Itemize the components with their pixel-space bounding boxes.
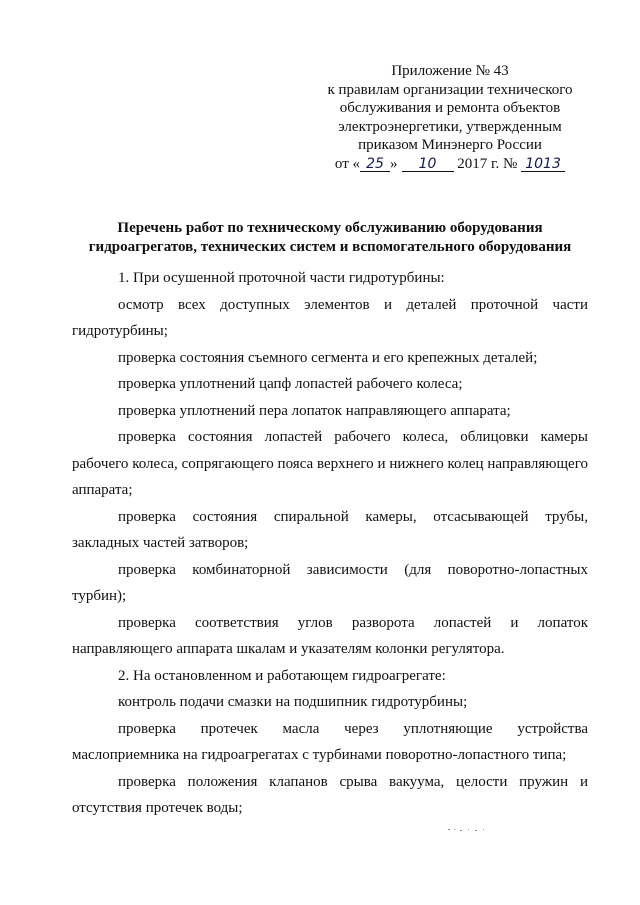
list-item: проверка уплотнений пера лопаток направляющего аппарата; — [118, 402, 511, 419]
list-item: проверка состояния лопастей рабочего колеса, облицовки камеры рабочего колеса, сопрягающего пояса верхнего и нижнего колец направляющего аппарата; — [72, 429, 588, 498]
order-date-line — [300, 155, 600, 174]
list-item: проверка уплотнений цапф лопастей рабочего колеса; — [118, 376, 463, 392]
document-body — [72, 265, 588, 822]
document-title — [70, 219, 590, 257]
list-item: контроль подачи смазки на подшипник гидротурбины; — [118, 694, 468, 710]
header-line-2: к правилам организации технического — [327, 81, 573, 98]
section-heading-2: 2. На остановленном и работающем гидроагрегате: — [118, 667, 446, 684]
list-item: осмотр всех доступных элементов и деталей проточной части гидротурбины; — [72, 296, 588, 339]
handwritten-month: 10 — [402, 157, 454, 172]
list-item: проверка положения клапанов срыва вакуума, целости пружин и отсутствия протечек воды; — [72, 773, 588, 816]
list-item: проверка соответствия углов разворота лопастей и лопаток направляющего аппарата шкалам и указателям колонки регулятора. — [72, 614, 588, 657]
appendix-header — [300, 62, 600, 173]
handwritten-day: 25 — [360, 157, 390, 172]
handwritten-order-number: 1013 — [521, 157, 565, 172]
date-prefix: от « — [334, 155, 361, 172]
header-line-5: приказом Минэнерго России — [358, 137, 542, 153]
title-line-1: Перечень работ по техническому обслуживанию оборудования — [117, 220, 543, 236]
header-line-4: электроэнергетики, утвержденным — [338, 118, 562, 135]
list-item: проверка состояния съемного сегмента и его крепежных деталей; — [118, 349, 538, 366]
title-line-2: гидроагрегатов, технических систем и вспомогательного оборудования — [88, 239, 572, 255]
date-separator: » — [390, 155, 398, 172]
appendix-number: Приложение № 43 — [391, 63, 509, 79]
list-item: проверка комбинаторной зависимости (для поворотно-лопастных турбин); — [72, 561, 588, 604]
scan-specks — [448, 828, 488, 832]
section-heading-1: 1. При осушенной проточной части гидротурбины: — [118, 270, 445, 286]
header-line-3: обслуживания и ремонта объектов — [339, 100, 561, 116]
year-and-number-label: 2017 г. № — [457, 155, 518, 172]
list-item: проверка состояния спиральной камеры, отсасывающей трубы, закладных частей затворов; — [72, 508, 588, 551]
list-item: проверка протечек масла через уплотняющие устройства маслоприемника на гидроагрегатах с турбинами поворотно-лопастного типа; — [72, 720, 588, 763]
